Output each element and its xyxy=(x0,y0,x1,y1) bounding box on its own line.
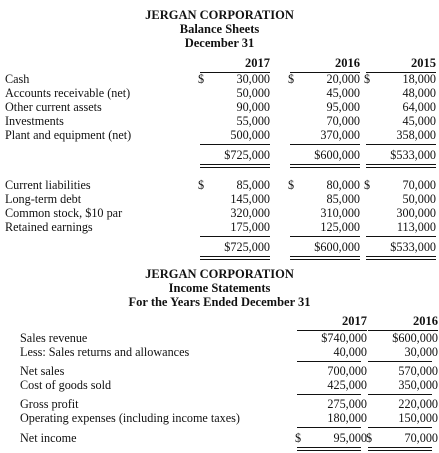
row-label: Gross profit xyxy=(20,397,79,411)
double-rule xyxy=(290,256,360,260)
row-label: Retained earnings xyxy=(5,220,93,234)
cell: 700,000 xyxy=(327,364,367,378)
income-year-2017: 2017 xyxy=(297,314,367,331)
income-company-title: JERGAN CORPORATION xyxy=(145,267,294,281)
total-cell: $725,000 xyxy=(224,240,270,254)
row-label: Plant and equipment (net) xyxy=(5,128,132,142)
total-cell: $725,000 xyxy=(224,148,270,162)
double-rule xyxy=(368,447,432,451)
double-rule xyxy=(366,164,436,168)
cell: 64,000 xyxy=(402,100,436,114)
dollar-sign: $ xyxy=(288,178,295,192)
rule xyxy=(366,144,436,145)
balance-year-2015: 2015 xyxy=(366,56,436,73)
balance-year-2016: 2016 xyxy=(290,56,360,73)
double-rule xyxy=(366,256,436,260)
cell: 275,000 xyxy=(327,397,367,411)
net-income-cell xyxy=(366,431,438,445)
double-rule xyxy=(200,256,270,260)
cell xyxy=(198,178,270,192)
cell: 370,000 xyxy=(320,128,360,142)
cell xyxy=(288,178,360,192)
cell: 350,000 xyxy=(398,378,438,392)
income-year-2016: 2016 xyxy=(368,314,438,331)
cell: 113,000 xyxy=(396,220,436,234)
double-rule xyxy=(290,164,360,168)
row-label: Cost of goods sold xyxy=(20,378,112,392)
cell: 40,000 xyxy=(333,345,367,359)
row-label: Investments xyxy=(5,114,64,128)
cell: 125,000 xyxy=(320,220,360,234)
row-label: Current liabilities xyxy=(5,178,91,192)
dollar-sign: $ xyxy=(198,72,205,86)
cell: 48,000 xyxy=(402,86,436,100)
income-period: For the Years Ended December 31 xyxy=(128,295,311,309)
cell xyxy=(364,178,436,192)
balance-date: December 31 xyxy=(184,36,255,50)
cell xyxy=(364,72,436,86)
dollar-sign: $ xyxy=(366,431,373,445)
dollar-sign: $ xyxy=(364,72,371,86)
rule xyxy=(297,427,361,428)
dollar-sign: $ xyxy=(288,72,295,86)
rule xyxy=(366,236,436,237)
row-label: Less: Sales returns and allowances xyxy=(20,345,190,359)
dollar-sign: $ xyxy=(295,431,302,445)
cell: 45,000 xyxy=(402,114,436,128)
rule xyxy=(368,361,432,362)
rule xyxy=(290,144,360,145)
total-cell: $533,000 xyxy=(390,240,436,254)
cell xyxy=(288,72,360,86)
amount: 95,000 xyxy=(333,431,367,445)
amount: 18,000 xyxy=(402,72,436,86)
row-label: Common stock, $10 par xyxy=(5,206,123,220)
row-label: Net income xyxy=(20,431,77,445)
double-rule xyxy=(200,164,270,168)
row-label: Cash xyxy=(5,72,30,86)
rule xyxy=(200,236,270,237)
amount: 20,000 xyxy=(326,72,360,86)
cell: 320,000 xyxy=(230,206,270,220)
row-label: Other current assets xyxy=(5,100,102,114)
amount: 80,000 xyxy=(326,178,360,192)
cell: $600,000 xyxy=(392,331,438,345)
cell: 50,000 xyxy=(236,86,270,100)
balance-sheet-title: Balance Sheets xyxy=(179,22,260,36)
rule xyxy=(297,361,361,362)
cell: $740,000 xyxy=(321,331,367,345)
cell: 150,000 xyxy=(398,411,438,425)
income-statement-title: Income Statements xyxy=(168,281,271,295)
total-cell: $600,000 xyxy=(314,240,360,254)
amount: 70,000 xyxy=(402,178,436,192)
cell xyxy=(198,72,270,86)
cell: 85,000 xyxy=(326,192,360,206)
cell: 570,000 xyxy=(398,364,438,378)
cell: 95,000 xyxy=(326,100,360,114)
cell: 310,000 xyxy=(320,206,360,220)
row-label: Operating expenses (including income taxes) xyxy=(20,411,240,425)
dollar-sign: $ xyxy=(364,178,371,192)
net-income-cell xyxy=(295,431,367,445)
rule xyxy=(368,427,432,428)
cell: 145,000 xyxy=(230,192,270,206)
rule xyxy=(368,394,432,395)
cell: 175,000 xyxy=(230,220,270,234)
cell: 500,000 xyxy=(230,128,270,142)
amount: 85,000 xyxy=(236,178,270,192)
total-cell: $600,000 xyxy=(314,148,360,162)
row-label: Long-term debt xyxy=(5,192,82,206)
total-cell: $533,000 xyxy=(390,148,436,162)
cell: 358,000 xyxy=(396,128,436,142)
row-label: Accounts receivable (net) xyxy=(5,86,131,100)
cell: 90,000 xyxy=(236,100,270,114)
double-rule xyxy=(297,447,361,451)
cell: 50,000 xyxy=(402,192,436,206)
amount: 30,000 xyxy=(236,72,270,86)
row-label: Sales revenue xyxy=(20,331,88,345)
cell: 300,000 xyxy=(396,206,436,220)
row-label: Net sales xyxy=(20,364,65,378)
balance-company-title: JERGAN CORPORATION xyxy=(145,8,294,22)
cell: 425,000 xyxy=(327,378,367,392)
cell: 30,000 xyxy=(404,345,438,359)
cell: 55,000 xyxy=(236,114,270,128)
rule xyxy=(297,394,361,395)
cell: 45,000 xyxy=(326,86,360,100)
amount: 70,000 xyxy=(404,431,438,445)
balance-year-2017: 2017 xyxy=(200,56,270,73)
cell: 220,000 xyxy=(398,397,438,411)
rule xyxy=(200,144,270,145)
rule xyxy=(290,236,360,237)
cell: 180,000 xyxy=(327,411,367,425)
dollar-sign: $ xyxy=(198,178,205,192)
cell: 70,000 xyxy=(326,114,360,128)
